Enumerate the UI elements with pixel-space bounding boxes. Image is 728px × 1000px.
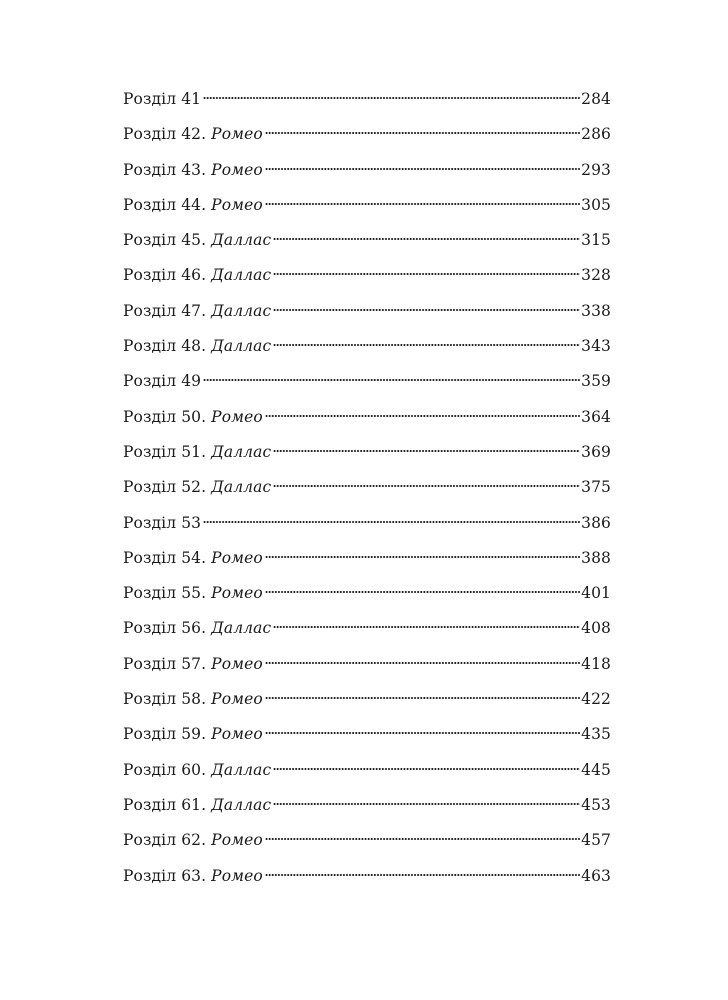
dot-leader [273,272,580,276]
chapter-label: Розділ 43. [123,160,212,179]
dot-leader [265,837,580,841]
dot-leader [273,767,580,771]
dot-leader [273,625,580,629]
toc-entry [123,788,611,823]
dot-leader [203,378,580,382]
page-number: 463 [581,866,611,885]
dot-leader [273,802,580,806]
page-number: 375 [581,478,611,497]
narrator-name: Даллас [211,760,272,779]
dot-leader [273,343,580,347]
chapter-label: Розділ 46. [123,266,212,285]
toc-entry-title [123,258,271,293]
narrator-name: Ромео [211,866,263,885]
page-number: 445 [581,760,611,779]
chapter-label: Розділ 55. [123,584,212,603]
chapter-label: Розділ 47. [123,301,212,320]
dot-leader [273,237,580,241]
page-number: 364 [581,407,611,426]
narrator-name: Ромео [211,725,263,744]
page-number: 343 [581,337,611,356]
toc-entry [123,541,611,576]
toc-entry-title [123,153,263,188]
toc-entry [123,400,611,435]
dot-leader [273,308,580,312]
narrator-name: Даллас [211,337,272,356]
chapter-label: Розділ 63. [123,866,212,885]
toc-entry-title [123,823,263,858]
toc-entry-title [123,717,263,752]
dot-leader [265,731,580,735]
narrator-name: Даллас [211,478,272,497]
narrator-name: Даллас [211,231,272,250]
toc-entry-title [123,647,263,682]
toc-entry [123,153,611,188]
chapter-label: Розділ 62. [123,831,212,850]
narrator-name: Ромео [211,831,263,850]
dot-leader [265,590,580,594]
narrator-name: Даллас [211,266,272,285]
toc-entry-title [123,541,263,576]
toc-entry [123,117,611,152]
toc-entry-title [123,576,263,611]
page-number: 293 [581,160,611,179]
narrator-name: Ромео [211,125,263,144]
narrator-name: Ромео [211,195,263,214]
toc-entry-title [123,329,271,364]
dot-leader [265,131,580,135]
chapter-label: Розділ 54. [123,548,212,567]
chapter-label: Розділ 42. [123,125,212,144]
toc-entry-title [123,611,271,646]
dot-leader [265,555,580,559]
page-number: 388 [581,548,611,567]
dot-leader [203,96,580,100]
page-number: 338 [581,301,611,320]
narrator-name: Ромео [211,654,263,673]
toc-entry-title [123,223,271,258]
chapter-label: Розділ 53 [123,513,202,532]
narrator-name: Даллас [211,301,272,320]
chapter-label: Розділ 59. [123,725,212,744]
toc-entry [123,647,611,682]
toc-entry-title [123,506,201,541]
chapter-label: Розділ 52. [123,478,212,497]
page-number: 386 [581,513,611,532]
narrator-name: Даллас [211,795,272,814]
page-number: 418 [581,654,611,673]
toc-entry-title [123,753,271,788]
toc-entry [123,717,611,752]
chapter-label: Розділ 51. [123,442,212,461]
toc-entry-title [123,117,263,152]
toc-entry-title [123,435,271,470]
toc-entry-title [123,364,201,399]
chapter-label: Розділ 49 [123,372,202,391]
toc-entry [123,188,611,223]
toc-entry-title [123,682,263,717]
toc-entry-title [123,470,271,505]
narrator-name: Даллас [211,442,272,461]
toc-entry [123,223,611,258]
toc-entry [123,682,611,717]
narrator-name: Ромео [211,160,263,179]
chapter-label: Розділ 58. [123,690,212,709]
toc-entry [123,364,611,399]
page-number: 453 [581,795,611,814]
page-number: 359 [581,372,611,391]
toc-entry [123,470,611,505]
toc-entry [123,506,611,541]
page-number: 408 [581,619,611,638]
narrator-name: Ромео [211,690,263,709]
chapter-label: Розділ 41 [123,90,202,108]
page-number: 457 [581,831,611,850]
toc-entry [123,859,611,894]
chapter-label: Розділ 45. [123,231,212,250]
toc-entry-title [123,400,263,435]
chapter-label: Розділ 56. [123,619,212,638]
page-number: 401 [581,584,611,603]
dot-leader [265,661,580,665]
page-number: 435 [581,725,611,744]
dot-leader [265,414,580,418]
toc-entry [123,753,611,788]
toc-entry [123,823,611,858]
page-number: 284 [581,90,611,108]
table-of-contents [123,82,611,894]
toc-entry-title [123,859,263,894]
chapter-label: Розділ 60. [123,760,212,779]
toc-entry [123,576,611,611]
toc-entry [123,294,611,329]
narrator-name: Ромео [211,407,263,426]
dot-leader [265,696,580,700]
toc-entry-title [123,82,201,117]
dot-leader [265,202,580,206]
chapter-label: Розділ 44. [123,195,212,214]
chapter-label: Розділ 57. [123,654,212,673]
narrator-name: Ромео [211,584,263,603]
narrator-name: Ромео [211,548,263,567]
chapter-label: Розділ 61. [123,795,212,814]
chapter-label: Розділ 50. [123,407,212,426]
page-number: 369 [581,442,611,461]
narrator-name: Даллас [211,619,272,638]
page-number: 328 [581,266,611,285]
dot-leader [273,484,580,488]
page-number: 315 [581,231,611,250]
toc-entry [123,258,611,293]
toc-entry [123,435,611,470]
toc-entry [123,82,611,117]
page-number: 286 [581,125,611,144]
toc-entry [123,611,611,646]
toc-entry [123,329,611,364]
dot-leader [273,449,580,453]
toc-entry-title [123,788,271,823]
dot-leader [203,520,580,524]
chapter-label: Розділ 48. [123,337,212,356]
page-number: 422 [581,690,611,709]
dot-leader [265,873,580,877]
toc-entry-title [123,188,263,223]
page-number: 305 [581,195,611,214]
toc-entry-title [123,294,271,329]
dot-leader [265,167,580,171]
